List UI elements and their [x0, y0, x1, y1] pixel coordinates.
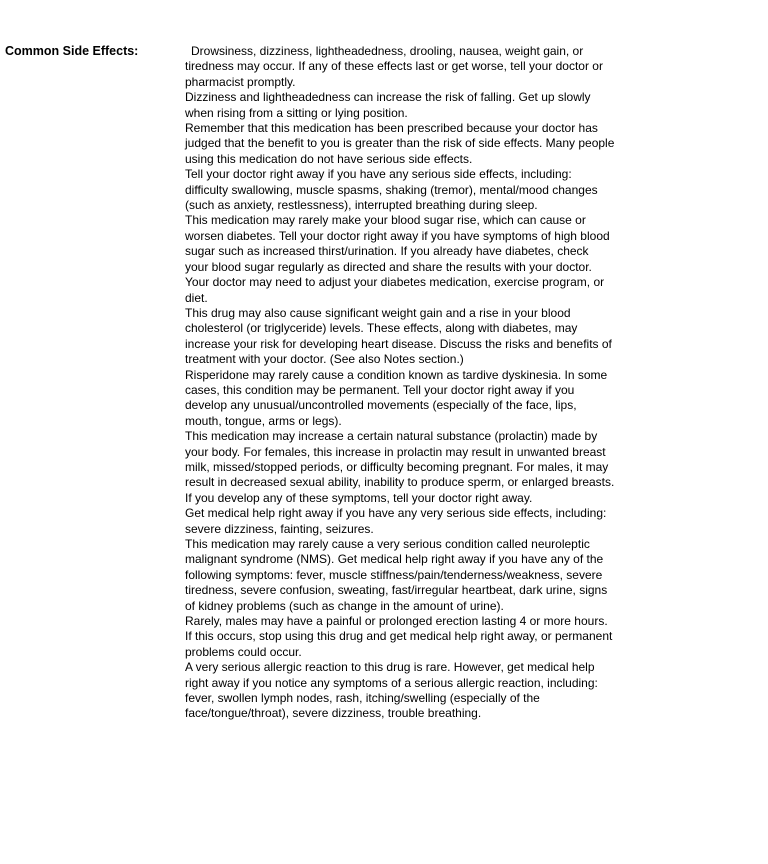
side-effects-paragraph: This drug may also cause significant weight gain and a rise in your blood cholesterol (or triglyceride) levels. These effects, along with diabetes, may increase your risk for developing heart disease. Discuss the risks and benefits of treatment with your doctor. (See also Notes section.) [185, 305, 612, 367]
side-effects-paragraph: This medication may rarely make your blood sugar rise, which can cause or worsen diabetes. Tell your doctor right away if you have symptoms of high blood sugar such as increased thirst/urination. If you already have diabetes, check your blood sugar regularly as directed and share the results with your doctor. Your doctor may need to adjust your diabetes medication, exercise program, or diet. [185, 213, 610, 305]
section-label: Common Side Effects: [5, 44, 139, 58]
side-effects-paragraph: Get medical help right away if you have any very serious side effects, including: severe dizziness, fainting, seizures. [185, 506, 607, 536]
side-effects-paragraph: Drowsiness, dizziness, lightheadedness, drooling, nausea, weight gain, or tiredness may occur. If any of these effects last or get worse, tell your doctor or pharmacist promptly. [185, 44, 603, 89]
side-effects-content [185, 44, 615, 722]
side-effects-paragraph: This medication may rarely cause a very serious condition called neuroleptic malignant syndrome (NMS). Get medical help right away if you have any of the following symptoms: fever, muscle stiffness/pain/tenderness/weakness, severe tiredness, severe confusion, sweating, fast/irregular heartbeat, dark urine, signs of kidney problems (such as change in the amount of urine). [185, 537, 608, 613]
side-effects-paragraph: Remember that this medication has been prescribed because your doctor has judged that the benefit to you is greater than the risk of side effects. Many people using this medication do not have serious side effects. [185, 121, 615, 166]
side-effects-paragraph: A very serious allergic reaction to this drug is rare. However, get medical help right away if you notice any symptoms of a serious allergic reaction, including: fever, swollen lymph nodes, rash, itching/swelling (especially of the face/tongue/throat), severe dizziness, trouble breathing. [185, 660, 598, 721]
side-effects-paragraph: This medication may increase a certain natural substance (prolactin) made by your body. For females, this increase in prolactin may result in unwanted breast milk, missed/stopped periods, or difficulty becoming pregnant. For males, it may result in decreased sexual ability, inability to produce sperm, or enlarged breasts. If you develop any of these symptoms, tell your doctor right away. [185, 429, 615, 505]
side-effects-paragraph: Risperidone may rarely cause a condition known as tardive dyskinesia. In some cases, this condition may be permanent. Tell your doctor right away if you develop any unusual/uncontrolled movements (especially of the face, lips, mouth, tongue, arms or legs). [185, 367, 608, 428]
side-effects-paragraph: Dizziness and lightheadedness can increase the risk of falling. Get up slowly when rising from a sitting or lying position. [185, 90, 591, 120]
side-effects-paragraph: Tell your doctor right away if you have any serious side effects, including: difficulty swallowing, muscle spasms, shaking (tremor), mental/mood changes (such as anxiety, restlessness), interrupted breathing during sleep. [185, 167, 598, 213]
side-effects-paragraph: Rarely, males may have a painful or prolonged erection lasting 4 or more hours. If this occurs, stop using this drug and get medical help right away, or permanent problems could occur. [185, 614, 613, 659]
